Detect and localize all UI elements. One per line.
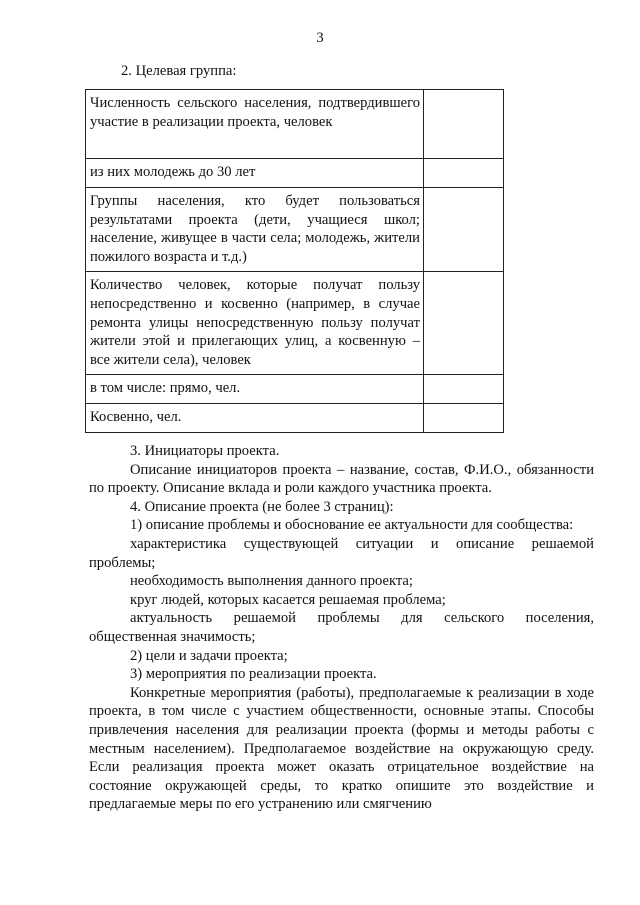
table-row <box>86 404 504 433</box>
table-cell-value <box>424 159 504 188</box>
table-cell-label: Количество человек, которые получат пользу непосредственно и косвенно (например, в случае ремонта улицы непосредственную пользу получат жители этой и прилегающих улиц, а косвенную – все жители села), человек <box>86 272 424 375</box>
paragraph: характеристика существующей ситуации и описание решаемой проблемы; <box>89 535 594 571</box>
paragraph: 3) мероприятия по реализации проекта. <box>130 666 377 683</box>
table-row <box>86 188 504 272</box>
table-cell-label: Численность сельского населения, подтвердившего участие в реализации проекта, человек <box>86 90 424 159</box>
table-cell-value <box>424 375 504 404</box>
body-text <box>89 442 594 814</box>
paragraph: Конкретные мероприятия (работы), предполагаемые к реализации в ходе проекта, в том числе с участием общественности, основные этапы. Способы привлечения населения для реализации проекта (формы и методы работы с местным населением). Предполагаемое воздействие на окружающую среду. Если реализация проекта может оказать отрицательное воздействие на состояние окружающей среды, то кратко опишите это воздействие и предлагаемые меры по его устранению или смягчению <box>89 684 594 813</box>
paragraph: круг людей, которых касается решаемая проблема; <box>130 591 446 608</box>
table-cell-value <box>424 188 504 272</box>
table-cell-value <box>424 404 504 433</box>
page-number: 3 <box>316 30 324 46</box>
paragraph: 2) цели и задачи проекта; <box>130 647 288 664</box>
table-cell-label: в том числе: прямо, чел. <box>86 375 424 404</box>
table-cell-label: Косвенно, чел. <box>86 404 424 433</box>
table-row <box>86 272 504 375</box>
paragraph: необходимость выполнения данного проекта; <box>130 573 413 590</box>
table-cell-label: Группы населения, кто будет пользоваться результатами проекта (дети, учащиеся школ; население, живущее в части села; молодежь, жители пожилого возраста и т.д.) <box>86 188 424 272</box>
table-row <box>86 90 504 159</box>
table-row <box>86 375 504 404</box>
section-heading-project-description: 4. Описание проекта (не более 3 страниц): <box>130 498 394 515</box>
paragraph: актуальность решаемой проблемы для сельского поселения, общественная значимость; <box>89 610 594 645</box>
paragraph: 1) описание проблемы и обоснование ее актуальности для сообщества: <box>130 517 574 534</box>
table-cell-value <box>424 90 504 159</box>
table-row <box>86 159 504 188</box>
paragraph: Описание инициаторов проекта – название, состав, Ф.И.О., обязанности по проекту. Описание вклада и роли каждого участника проекта. <box>89 461 594 497</box>
target-group-table <box>85 89 504 433</box>
section-heading-target-group: 2. Целевая группа: <box>121 63 237 79</box>
table-cell-label: из них молодежь до 30 лет <box>86 159 424 188</box>
table-cell-value <box>424 272 504 375</box>
section-heading-initiators: 3. Инициаторы проекта. <box>130 443 280 459</box>
